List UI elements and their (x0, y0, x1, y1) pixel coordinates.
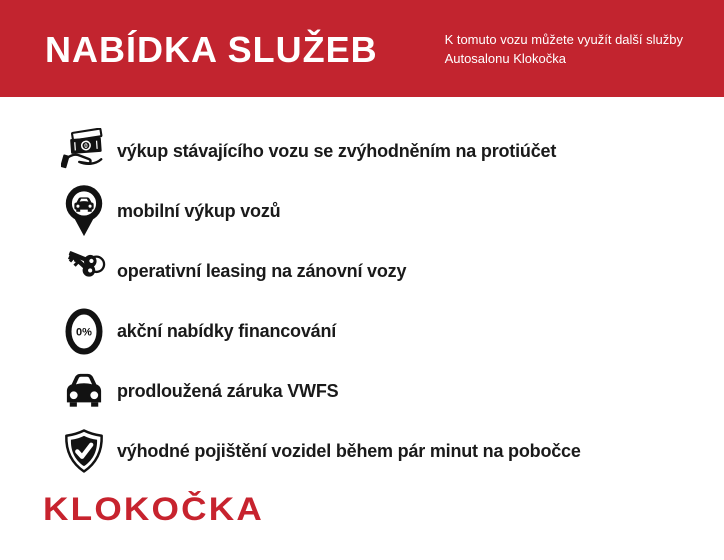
service-label: výhodné pojištění vozidel během pár minut na pobočce (117, 440, 581, 461)
list-item (58, 241, 581, 301)
list-item (58, 181, 581, 241)
service-label: výkup stávajícího vozu se zvýhodněním na protiúčet (117, 140, 557, 161)
header-subtitle-line1: K tomuto vozu můžete využít další služby (444, 31, 683, 47)
header-subtitle (445, 30, 683, 68)
car-keys-icon (58, 249, 110, 293)
list-item (58, 301, 581, 361)
list-item (58, 361, 581, 421)
svg-text:0: 0 (84, 142, 88, 150)
service-label: prodloužená záruka VWFS (117, 380, 339, 401)
service-label: akční nabídky financování (117, 320, 337, 341)
car-front-icon (58, 372, 110, 410)
shield-check-icon (58, 428, 110, 474)
map-pin-car-icon (58, 185, 110, 238)
service-label: operativní leasing na zánovní vozy (117, 260, 407, 281)
list-item (58, 121, 581, 181)
header-banner (0, 0, 724, 97)
zero-percent-icon (58, 308, 110, 355)
zero-percent-text: 0% (76, 326, 92, 338)
services-list (58, 121, 581, 481)
klokocka-logo: KLOKOČKA (43, 491, 264, 527)
cash-in-hand-icon (58, 128, 110, 174)
list-item (58, 421, 581, 481)
header-subtitle-line2: Autosalonu Klokočka (444, 50, 566, 66)
service-label: mobilní výkup vozů (117, 200, 281, 221)
page-title: NABÍDKA SLUŽEB (45, 28, 378, 70)
